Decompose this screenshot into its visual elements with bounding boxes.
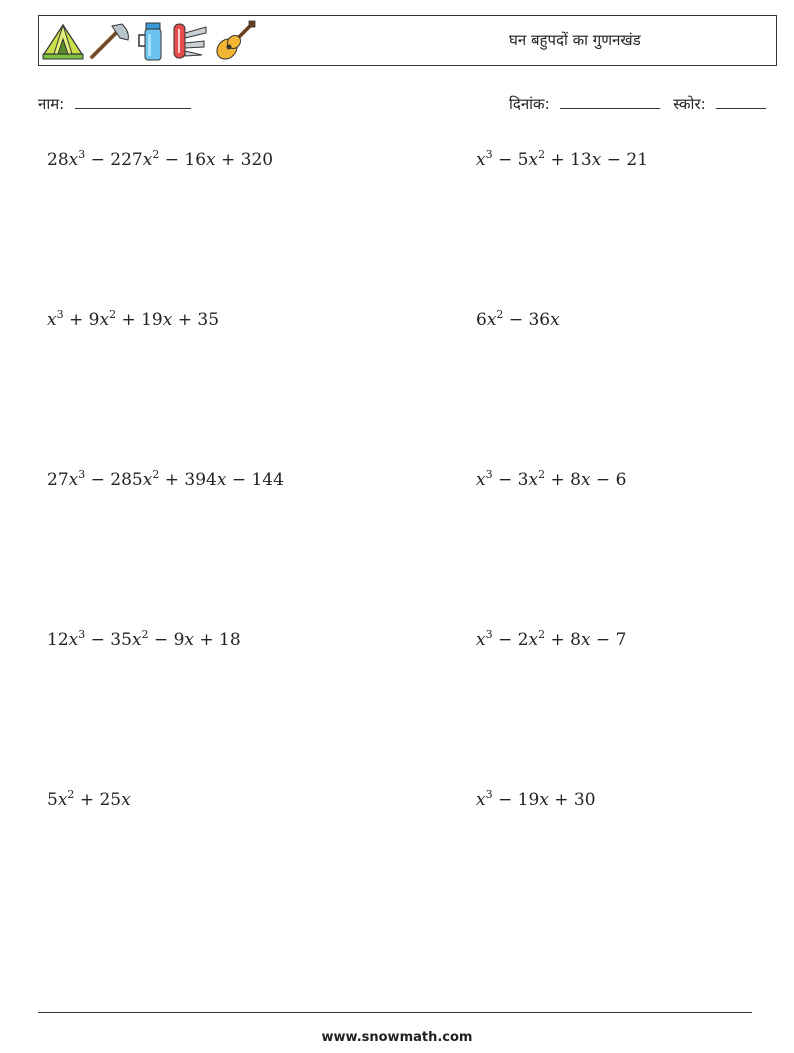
problem-expression	[47, 310, 219, 330]
name-blank[interactable]	[75, 94, 191, 109]
variable: x	[528, 150, 539, 170]
problem-expression	[476, 150, 648, 170]
term: − 3	[492, 470, 529, 490]
problem-expression	[47, 150, 273, 170]
variable: x	[550, 310, 560, 330]
score-label: स्कोर:	[673, 95, 706, 113]
exponent: 2	[538, 468, 546, 481]
exponent: 2	[496, 308, 504, 321]
variable: x	[476, 630, 486, 650]
exponent: 2	[538, 628, 546, 641]
term: + 13	[545, 150, 592, 170]
variable: x	[57, 790, 68, 810]
term: + 394	[159, 470, 217, 490]
term: − 6	[590, 470, 627, 490]
exponent: 2	[141, 628, 149, 641]
exponent: 2	[152, 468, 160, 481]
date-label: दिनांक:	[509, 95, 550, 113]
variable: x	[216, 470, 227, 490]
variable: x	[486, 310, 497, 330]
term: 6	[476, 310, 487, 330]
term: 5	[47, 790, 58, 810]
problem-expression	[476, 790, 596, 810]
variable: x	[68, 630, 79, 650]
term: 28	[47, 150, 69, 170]
term: − 16	[159, 150, 207, 170]
exponent: 3	[485, 148, 493, 161]
variable: x	[184, 630, 194, 650]
term: − 2	[492, 630, 529, 650]
term: − 285	[85, 470, 143, 490]
term: − 227	[85, 150, 143, 170]
pocket-knife-icon	[172, 21, 210, 61]
exponent: 2	[67, 788, 75, 801]
term: − 144	[226, 470, 284, 490]
term: − 5	[492, 150, 529, 170]
term: 12	[47, 630, 69, 650]
worksheet-title: घन बहुपदों का गुणनखंड	[509, 31, 641, 49]
exponent: 3	[78, 148, 86, 161]
variable: x	[206, 150, 216, 170]
variable: x	[142, 150, 153, 170]
term: − 35	[85, 630, 132, 650]
variable: x	[131, 630, 142, 650]
term: − 9	[148, 630, 185, 650]
term: + 18	[193, 630, 241, 650]
name-field	[38, 94, 191, 114]
variable: x	[142, 470, 153, 490]
problem-expression	[476, 310, 560, 330]
variable: x	[580, 630, 591, 650]
term: − 36	[503, 310, 551, 330]
term: + 35	[172, 310, 220, 330]
exponent: 3	[78, 628, 86, 641]
guitar-icon	[214, 20, 258, 62]
variable: x	[162, 310, 173, 330]
variable: x	[539, 790, 549, 810]
footer-divider	[38, 1012, 752, 1013]
date-score-field	[509, 94, 766, 114]
problem-expression	[476, 470, 626, 490]
problem-expression	[47, 790, 131, 810]
exponent: 2	[152, 148, 160, 161]
term: − 7	[590, 630, 627, 650]
name-label: नाम:	[38, 95, 65, 113]
exponent: 3	[56, 308, 64, 321]
term: − 19	[492, 790, 540, 810]
header-icons	[42, 20, 258, 62]
problem-expression	[47, 630, 241, 650]
exponent: 3	[78, 468, 86, 481]
tent-icon	[42, 22, 84, 60]
variable: x	[528, 470, 539, 490]
variable: x	[476, 150, 486, 170]
term: + 8	[545, 630, 581, 650]
variable: x	[68, 470, 79, 490]
exponent: 3	[485, 628, 493, 641]
variable: x	[99, 310, 110, 330]
term: + 9	[63, 310, 100, 330]
term: + 30	[548, 790, 596, 810]
problem-expression	[47, 470, 284, 490]
variable: x	[528, 630, 539, 650]
term: + 25	[74, 790, 122, 810]
variable: x	[591, 150, 602, 170]
header-box	[38, 15, 777, 66]
score-blank[interactable]	[716, 94, 766, 109]
variable: x	[476, 790, 486, 810]
term: + 8	[545, 470, 581, 490]
problem-expression	[476, 630, 626, 650]
term: − 21	[601, 150, 649, 170]
exponent: 3	[485, 788, 493, 801]
exponent: 3	[485, 468, 493, 481]
exponent: 2	[109, 308, 117, 321]
variable: x	[47, 310, 57, 330]
date-blank[interactable]	[560, 94, 660, 109]
variable: x	[68, 150, 79, 170]
term: 27	[47, 470, 69, 490]
term: + 320	[215, 150, 274, 170]
variable: x	[121, 790, 131, 810]
axe-icon	[88, 22, 132, 60]
term: + 19	[116, 310, 163, 330]
exponent: 2	[538, 148, 546, 161]
variable: x	[476, 470, 486, 490]
variable: x	[580, 470, 591, 490]
thermos-icon	[136, 20, 168, 62]
footer-url: www.snowmath.com	[321, 1030, 473, 1045]
